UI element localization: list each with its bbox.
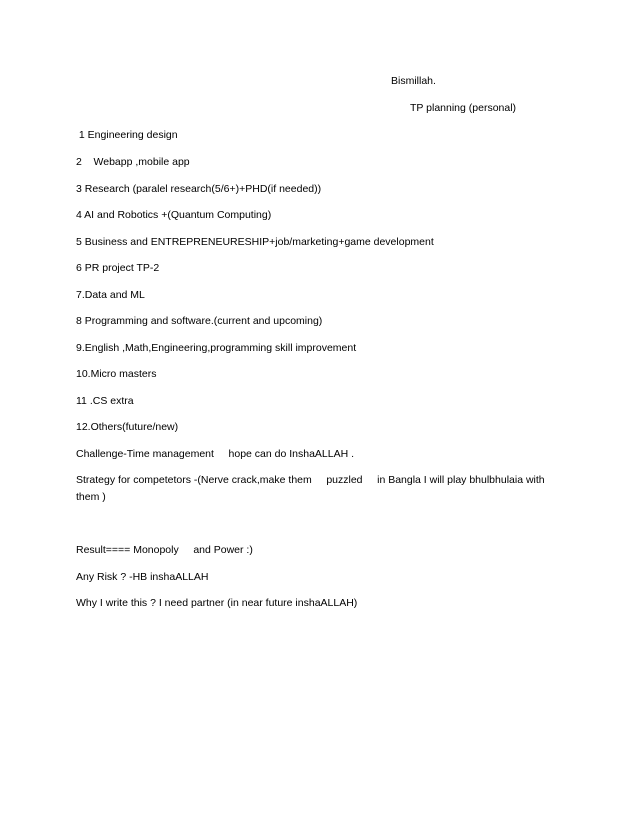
list-item: 12.Others(future/new) — [76, 421, 179, 433]
list-item: 3 Research (paralel research(5/6+)+PHD(if needed)) — [76, 183, 322, 195]
list-item: 5 Business and ENTREPRENEURESHIP+job/marketing+game development — [76, 236, 434, 248]
document-title: TP planning (personal) — [410, 102, 517, 114]
strategy-note: Strategy for competetors -(Nerve crack,make them puzzled in Bangla I will play bhulbhulaia with them ) — [76, 474, 548, 503]
why-note: Why I write this ? I need partner (in near future inshaALLAH) — [76, 597, 358, 609]
list-item: 7.Data and ML — [76, 289, 145, 301]
risk-note: Any Risk ? -HB inshaALLAH — [76, 571, 209, 583]
list-item: 10.Micro masters — [76, 368, 157, 380]
list-item: 2 Webapp ,mobile app — [76, 156, 190, 168]
list-item: 1 Engineering design — [76, 129, 178, 141]
challenge-note: Challenge-Time management hope can do InshaALLAH . — [76, 448, 355, 460]
list-item: 6 PR project TP-2 — [76, 262, 160, 274]
list-item: 8 Programming and software.(current and upcoming) — [76, 315, 323, 327]
list-item: 11 .CS extra — [76, 395, 134, 407]
result-note: Result==== Monopoly and Power :) — [76, 544, 253, 556]
list-item: 9.English ,Math,Engineering,programming skill improvement — [76, 342, 357, 354]
list-item: 4 AI and Robotics +(Quantum Computing) — [76, 209, 272, 221]
greeting-text: Bismillah. — [391, 75, 436, 87]
